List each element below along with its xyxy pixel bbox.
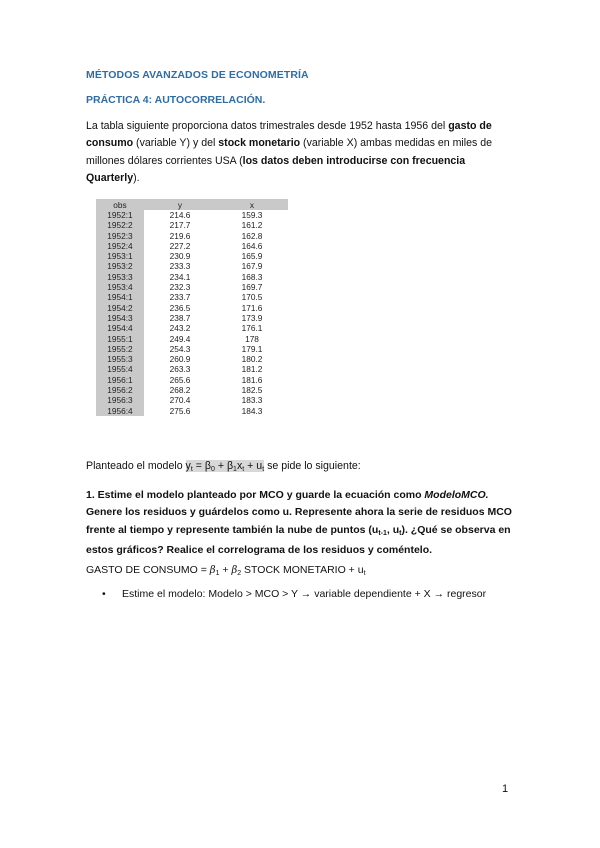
cell-obs: 1954:4 [96,323,144,333]
cell-x: 167.9 [241,261,263,272]
cell-y: 232.3 [169,282,191,293]
header-obs: obs [96,199,144,210]
cell-x: 169.7 [241,282,263,293]
cell-x: 180.2 [241,354,263,365]
cell-y: 230.9 [169,251,191,262]
table-row [96,220,288,230]
cell-y: 268.2 [169,385,191,396]
cell-y: 275.6 [169,405,191,416]
cell-y: 254.3 [169,343,191,354]
table-row [96,282,288,292]
intro-bold: gasto de consumo [86,120,492,150]
page-number: 1 [502,783,509,795]
cell-obs: 1952:1 [96,210,144,220]
cell-y: 214.6 [169,210,191,220]
header-y: y [144,199,216,210]
cell-x: 164.6 [241,240,263,251]
cell-x: 173.9 [241,312,263,323]
cell-y: 249.4 [169,333,191,344]
model-name: ModeloMCO. [424,489,489,501]
table-row [96,292,288,302]
cell-y: 243.2 [169,323,191,334]
cell-obs: 1954:3 [96,313,144,323]
intro-text: La tabla siguiente proporciona datos trimestrales desde 1952 hasta 1956 del [86,120,449,132]
intro-text: (variable X) ambas medidas en miles de millones dólares corrientes USA ( [86,137,493,167]
table-row [96,334,288,344]
table-row [96,210,288,220]
table-row [96,241,288,251]
cell-y: 219.6 [169,230,191,241]
intro-text: (variable Y) y del [133,137,219,150]
cell-obs: 1952:3 [96,231,144,241]
table-row [96,375,288,385]
cell-obs: 1952:4 [96,241,144,251]
cell-x: 162.8 [241,230,263,241]
cell-y: 238.7 [169,312,191,323]
cell-x: 183.3 [241,395,263,406]
cell-x: 170.5 [241,292,263,303]
cell-obs: 1955:3 [96,354,144,364]
cell-obs: 1956:1 [96,375,144,385]
page-heading: MÉTODOS AVANZADOS DE ECONOMETRÍA [86,69,309,81]
header-x: x [216,199,288,210]
cell-y: 260.9 [169,354,191,365]
cell-obs: 1954:2 [96,303,144,313]
cell-x: 168.3 [241,271,263,282]
cell-obs: 1953:4 [96,282,144,292]
cell-obs: 1952:2 [96,220,144,230]
table-row [96,344,288,354]
cell-x: 184.3 [241,405,263,416]
table-row [96,406,288,416]
table-row [96,364,288,374]
cell-x: 165.9 [241,251,263,262]
cell-x: 179.1 [241,343,263,354]
cell-y: 233.3 [169,261,191,272]
cell-obs: 1953:3 [96,272,144,282]
bullet-icon: • [102,588,106,600]
cell-x: 176.1 [241,323,263,334]
cell-obs: 1955:1 [96,334,144,344]
table-row [96,354,288,364]
model-statement [86,460,361,473]
table-body [96,210,288,416]
cell-y: 233.7 [169,292,191,303]
table-row [96,231,288,241]
model-formula: $y_t = \beta_0 + \beta_1x_t + u_t$ [185,460,265,473]
page-subheading: PRÁCTICA 4: AUTOCORRELACIÓN. [86,94,266,106]
table-row [96,313,288,323]
table-row [96,385,288,395]
intro-bold: stock monetario [218,137,301,150]
cell-obs: 1956:4 [96,406,144,416]
cell-x: 181.2 [241,364,263,375]
table-row [96,323,288,333]
instruction-bullet [102,588,486,600]
cell-obs: 1954:1 [96,292,144,302]
cell-y: 217.7 [169,220,191,231]
intro-bold: los datos deben introducirse con frecuencia Quarterly [86,154,466,185]
table-row [96,251,288,261]
cell-obs: 1955:4 [96,364,144,374]
question-1: 1. Estime el modelo planteado por MCO y guarde la ecuación como ModeloMCO. Genere los residuos y guárdelos como u. Represente ahora la serie de residuos MCO frente al tiempo y represente también la nube de puntos ($u_{t-1}$, $u_t$). ¿Qué se observa en estos gráficos? Realice el correlograma de los residuos y coméntelo. [86,489,512,556]
cell-x: 171.6 [241,302,263,313]
cell-y: 263.3 [169,364,191,375]
cell-obs: 1953:1 [96,251,144,261]
model-equation: GASTO DE CONSUMO = $\beta_1 + \beta_2$ STOCK MONETARIO + $u_t$ [86,564,366,577]
cell-x: 181.6 [241,374,263,385]
cell-x: 161.2 [241,220,263,231]
cell-y: 265.6 [169,374,191,385]
table-row [96,303,288,313]
cell-obs: 1956:3 [96,395,144,405]
cell-obs: 1953:2 [96,261,144,271]
table-row [96,261,288,271]
table-header-row [96,199,288,210]
cell-y: 227.2 [169,240,191,251]
model-text: Planteado el modelo [86,460,186,472]
cell-x: 182.5 [241,385,263,396]
intro-text: ). [133,172,140,185]
table-row [96,272,288,282]
model-text: se pide lo siguiente: [264,460,361,472]
bullet-text: Estime el modelo: Modelo > MCO > Y → variable dependiente + X → regresor [122,588,487,600]
cell-x: 159.3 [241,210,263,220]
data-table [96,199,288,416]
cell-y: 270.4 [169,395,191,406]
cell-obs: 1956:2 [96,385,144,395]
table-row [96,395,288,405]
cell-y: 236.5 [169,302,191,313]
cell-obs: 1955:2 [96,344,144,354]
cell-y: 234.1 [169,271,191,282]
intro-paragraph [86,118,516,188]
cell-x: 178 [245,333,259,344]
